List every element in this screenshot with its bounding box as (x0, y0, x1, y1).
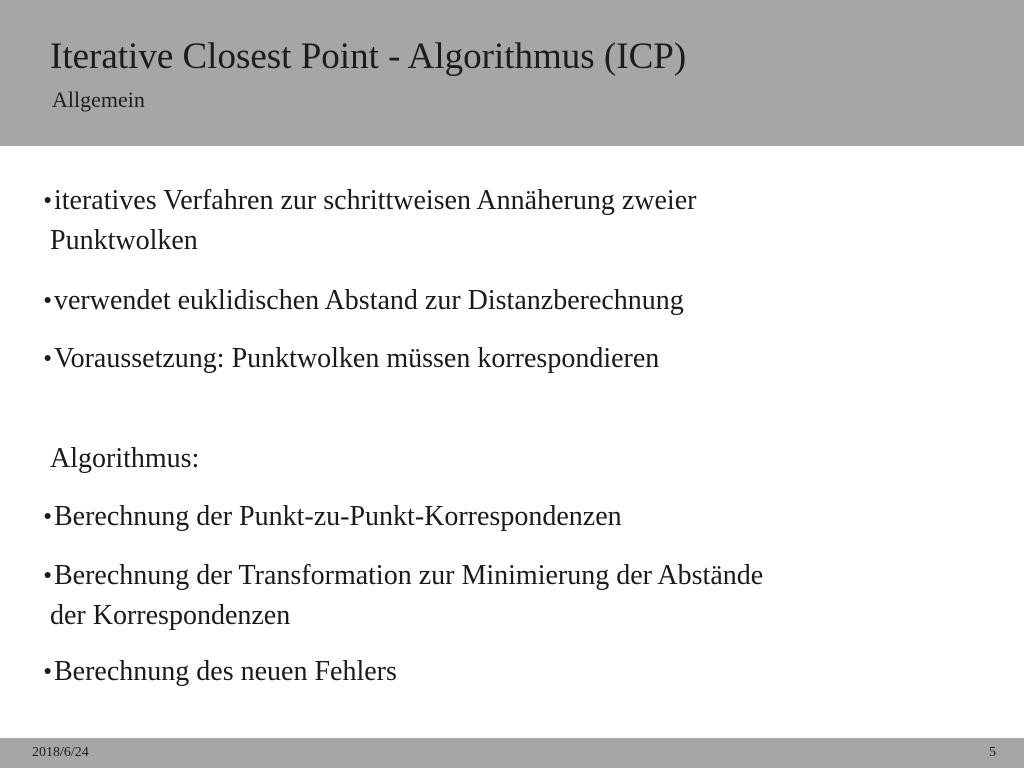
algorithm-step (30, 557, 930, 635)
bullet-icon: ● (43, 508, 52, 524)
algorithm-heading: Algorithmus: (50, 443, 200, 474)
step-text: Berechnung der Punkt-zu-Punkt-Korrespondenzen (54, 501, 622, 532)
bullet-item (30, 182, 930, 260)
slide-footer (0, 738, 1024, 768)
bullet-icon: ● (43, 292, 52, 308)
algorithm-step (30, 653, 930, 693)
bullet-icon: ● (43, 350, 52, 366)
bullet-text: iteratives Verfahren zur schrittweisen Annäherung zweier (54, 185, 697, 216)
footer-date: 2018/6/24 (32, 745, 89, 760)
bullet-icon: ● (43, 192, 52, 208)
step-text: Berechnung der Transformation zur Minimierung der Abstände (54, 560, 764, 591)
page-number: 5 (989, 745, 996, 760)
slide-header (0, 0, 1024, 146)
slide-title: Iterative Closest Point - Algorithmus (ICP) (50, 36, 687, 77)
step-text: Berechnung des neuen Fehlers (54, 656, 397, 687)
bullet-item (30, 340, 930, 380)
bullet-item (30, 282, 930, 322)
bullet-text: verwendet euklidischen Abstand zur Distanzberechnung (54, 285, 684, 316)
slide-subtitle: Allgemein (52, 87, 145, 112)
bullet-icon: ● (43, 567, 52, 583)
bullet-text-continuation: Punktwolken (50, 224, 198, 256)
algorithm-step (30, 498, 930, 538)
bullet-icon: ● (43, 663, 52, 679)
step-text-continuation: der Korrespondenzen (50, 599, 291, 631)
bullet-text: Voraussetzung: Punktwolken müssen korrespondieren (54, 343, 660, 374)
